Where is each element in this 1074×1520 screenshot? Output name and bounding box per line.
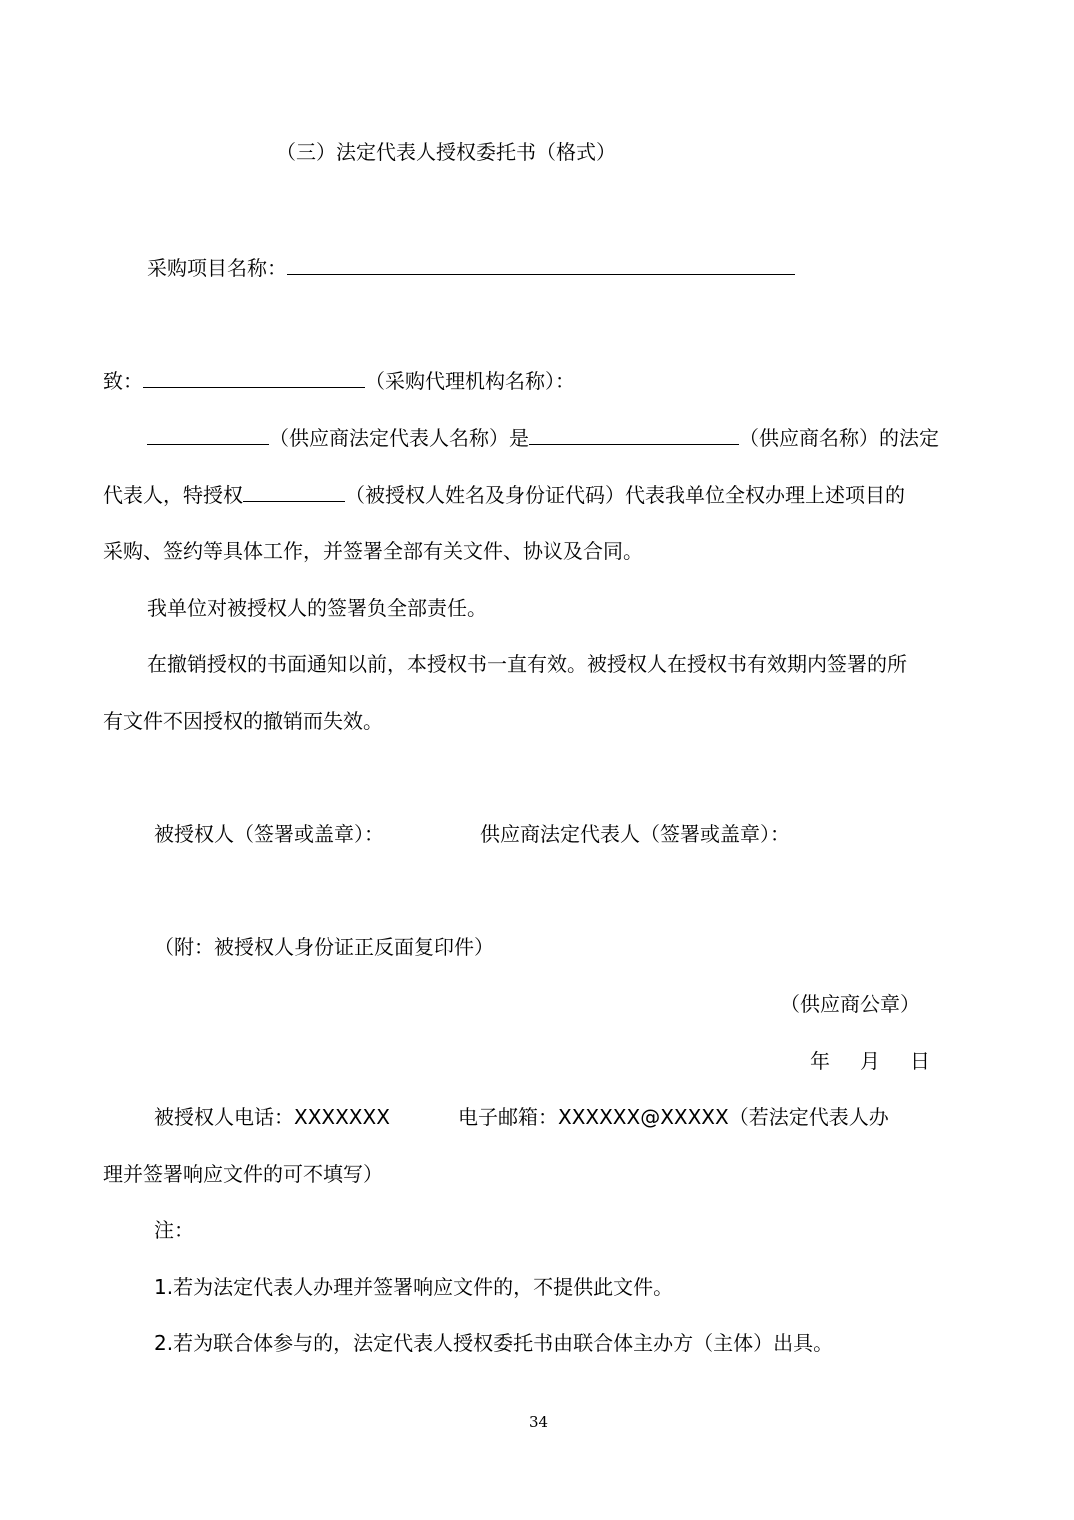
agent-phone: 被授权人电话：XXXXXXX <box>154 1105 390 1129</box>
date-year: 年 <box>810 1049 830 1073</box>
project-name-label: 采购项目名称： <box>147 256 287 280</box>
recipient-label: 致： <box>103 369 143 393</box>
validity-line-1: 在撤销授权的书面通知以前，本授权书一直有效。被授权人在授权书有效期内签署的所 <box>147 652 907 676</box>
document-title: （三）法定代表人授权委托书（格式） <box>276 140 616 164</box>
agent-signature-label: 被授权人（签署或盖章）： <box>154 822 384 846</box>
authorization-line-2 <box>103 479 905 508</box>
legal-rep-signature-label: 供应商法定代表人（签署或盖章）： <box>480 822 790 846</box>
notes-label: 注： <box>154 1218 194 1242</box>
project-name-row <box>147 252 795 281</box>
supplier-name-blank <box>529 424 739 445</box>
agent-email: 电子邮箱：XXXXXX@XXXXX（若法定代表人办 <box>458 1105 889 1129</box>
supplier-name-hint: （供应商名称）的法定 <box>739 426 939 450</box>
responsibility-paragraph: 我单位对被授权人的签署负全部责任。 <box>147 596 487 620</box>
note-item-1: 1.若为法定代表人办理并签署响应文件的，不提供此文件。 <box>154 1275 674 1299</box>
authorization-text-a: 代表人，特授权 <box>103 483 243 507</box>
recipient-row <box>103 365 575 394</box>
validity-line-2: 有文件不因授权的撤销而失效。 <box>103 709 383 733</box>
date-month: 月 <box>860 1049 880 1073</box>
date-day: 日 <box>910 1049 930 1073</box>
attachment-note: （附：被授权人身份证正反面复印件） <box>154 935 494 959</box>
recipient-blank <box>143 367 365 388</box>
recipient-hint: （采购代理机构名称）： <box>365 369 575 393</box>
project-name-blank <box>287 254 795 275</box>
supplier-seal-label: （供应商公章） <box>780 992 920 1016</box>
authorization-line-3: 采购、签约等具体工作，并签署全部有关文件、协议及合同。 <box>103 539 643 563</box>
note-item-2: 2.若为联合体参与的，法定代表人授权委托书由联合体主办方（主体）出具。 <box>154 1331 834 1355</box>
contact-note: 理并签署响应文件的可不填写） <box>103 1162 383 1186</box>
legal-rep-name-hint: （供应商法定代表人名称）是 <box>269 426 529 450</box>
page-number: 34 <box>529 1413 549 1431</box>
legal-rep-name-blank <box>147 424 269 445</box>
authorization-line-1 <box>147 422 939 451</box>
authorization-text-b: （被授权人姓名及身份证代码）代表我单位全权办理上述项目的 <box>345 483 905 507</box>
agent-name-blank <box>243 481 345 502</box>
